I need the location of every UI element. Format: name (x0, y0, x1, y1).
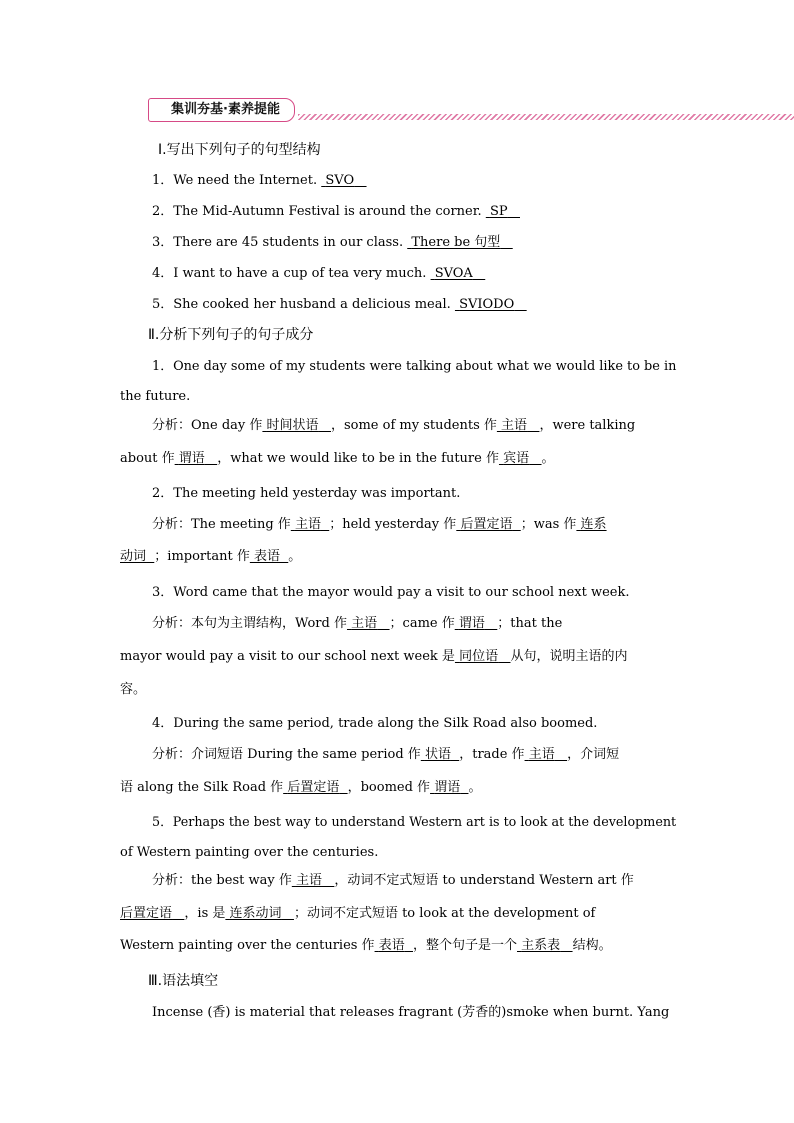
answer-blank: 连系 (580, 517, 607, 532)
answer-blank: 后置定语 (460, 517, 513, 532)
item-number: 1． (152, 173, 174, 188)
item-number: 3． (152, 235, 174, 250)
q2-analysis-line2: 动词 ；important 作 表语 。 (120, 549, 302, 564)
answer-blank: 表语 (253, 549, 280, 564)
answer-blank: SP (489, 204, 508, 219)
answer-blank: 表语 (378, 938, 405, 953)
q1-sentence-line2: the future. (120, 389, 191, 404)
answer-blank: 主语 (528, 747, 555, 762)
section-2-title: Ⅱ.分析下列句子的句子成分 (148, 327, 314, 343)
item-number: 2． (152, 204, 174, 219)
q5-analysis-line3: Western painting over the centuries 作 表语 ，整个句子是一个 主系表 结构。 (120, 938, 612, 953)
section-3-title: Ⅲ.语法填空 (148, 973, 219, 989)
answer-blank: 后置定语 (287, 780, 340, 795)
banner-title: 集训夯基·素养提能 (148, 98, 295, 122)
answer-blank: 宾语 (503, 451, 530, 466)
answer-blank: 谓语 (434, 780, 461, 795)
answer-blank: 动词 (120, 549, 147, 564)
q1-analysis-line2: about 作 谓语 ，what we would like to be in the future 作 宾语 。 (120, 451, 555, 466)
answer-blank: SVOA (434, 266, 473, 281)
section-banner (148, 98, 698, 124)
answer-blank: 谓语 (458, 616, 485, 631)
answer-blank: SVO (325, 173, 355, 188)
q4-sentence: 4．During the same period, trade along the Silk Road also boomed. (152, 716, 598, 731)
item-text: We need the Internet. (173, 173, 318, 188)
answer-blank: 后置定语 (120, 906, 173, 921)
sec1-item-3 (152, 234, 517, 252)
q3-analysis-line1: 分析：本句为主谓结构，Word 作 主语 ；came 作 谓语 ；that the (152, 616, 563, 631)
answer-blank: 时间状语 (266, 418, 319, 433)
q5-analysis-line1: 分析：the best way 作 主语 ，动词不定式短语 to understand Western art 作 (152, 873, 634, 888)
q1-analysis-line1: 分析：One day 作 时间状语 ，some of my students 作 主语 ，were talking (152, 418, 636, 433)
answer-blank: 主语 (294, 517, 321, 532)
answer-blank: 主语 (295, 873, 322, 888)
sec1-item-5 (152, 296, 535, 314)
item-text: There are 45 students in our class. (173, 235, 404, 250)
q5-sentence-line1: 5．Perhaps the best way to understand Western art is to look at the development (152, 815, 677, 830)
item-text: She cooked her husband a delicious meal. (173, 297, 451, 312)
q2-analysis-line1: 分析：The meeting 作 主语 ；held yesterday 作 后置定语 ；was 作 连系 (152, 517, 607, 532)
item-number: 5． (152, 297, 174, 312)
sec1-item-1 (152, 172, 371, 190)
answer-blank: 主系表 (521, 938, 561, 953)
answer-blank: 状语 (424, 747, 451, 762)
answer-blank: 连系动词 (229, 906, 282, 921)
item-text: The Mid-Autumn Festival is around the corner. (173, 204, 482, 219)
q4-analysis-line1: 分析：介词短语 During the same period 作 状语 ，trade 作 主语 ，介词短 (152, 747, 620, 762)
q5-analysis-line2: 后置定语 ，is 是 连系动词 ；动词不定式短语 to look at the development of (120, 906, 596, 921)
q3-sentence: 3．Word came that the mayor would pay a visit to our school next week. (152, 585, 630, 600)
q2-sentence: 2．The meeting held yesterday was important. (152, 486, 461, 501)
item-text: I want to have a cup of tea very much. (173, 266, 427, 281)
section-1-title: Ⅰ.写出下列句子的句型结构 (158, 142, 321, 158)
item-number: 4． (152, 266, 174, 281)
answer-blank: 主语 (501, 418, 528, 433)
q5-sentence-line2: of Western painting over the centuries. (120, 845, 379, 860)
answer-blank: 同位语 (459, 649, 499, 664)
q3-analysis-line2: mayor would pay a visit to our school next week 是 同位语 从句，说明主语的内 (120, 649, 628, 664)
sec1-item-2 (152, 203, 522, 221)
q4-analysis-line2: 语 along the Silk Road 作 后置定语 ，boomed 作 谓语 。 (120, 780, 482, 795)
answer-blank: 谓语 (178, 451, 205, 466)
sec1-item-4 (152, 265, 493, 283)
q1-sentence-line1: 1．One day some of my students were talking about what we would like to be in (152, 359, 677, 374)
passage-line1: Incense (香) is material that releases fragrant (芳香的)smoke when burnt. Yang (152, 1005, 670, 1020)
answer-blank: 主语 (351, 616, 378, 631)
answer-blank: SVIODO (459, 297, 515, 312)
q3-analysis-line3: 容。 (120, 682, 147, 697)
banner-stripe (298, 114, 794, 120)
answer-blank: There be 句型 (411, 235, 501, 250)
